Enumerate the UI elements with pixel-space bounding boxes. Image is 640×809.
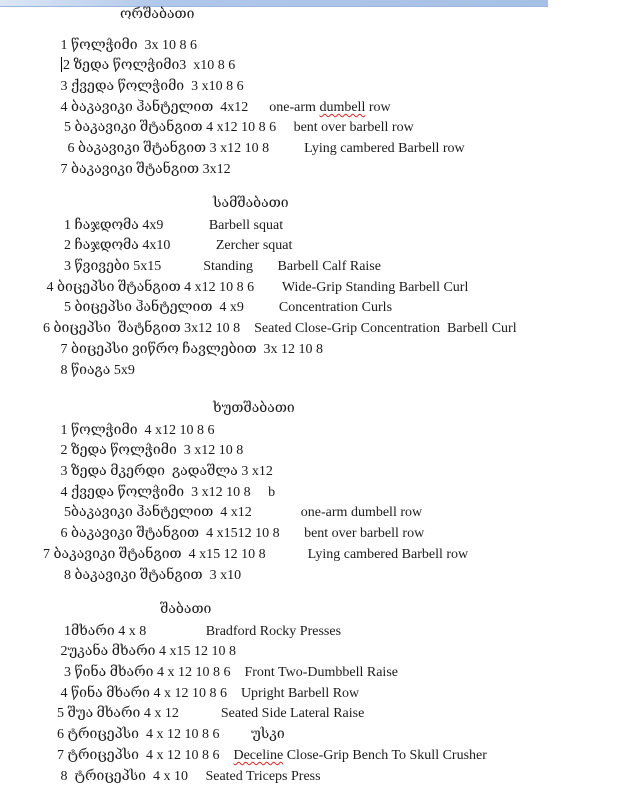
section-thursday <box>0 399 640 586</box>
workout-line[interactable] <box>36 566 640 587</box>
line-text: 2 ზედა წოლჭიმი3 x10 8 6 <box>63 58 236 74</box>
workout-line[interactable] <box>36 77 640 98</box>
line-text: 2 ზედა წოლჭიმი 3 x12 10 8 <box>36 443 244 459</box>
workout-line[interactable] <box>36 462 640 483</box>
section-lines-saturday <box>0 622 640 788</box>
line-text <box>36 58 61 73</box>
workout-line[interactable] <box>36 545 640 566</box>
line-text: 4 წინა მხარი 4 x 12 10 8 6 Upright Barbell Row <box>36 685 360 701</box>
section-title-saturday[interactable]: შაბათი <box>160 602 212 617</box>
section-title-thursday[interactable]: ხუთშაბათი <box>213 401 295 416</box>
line-text: 3 წვივები 5x15 Standing Barbell Calf Raise <box>36 259 381 275</box>
workout-line[interactable] <box>36 704 640 725</box>
line-text: 2უკანა მხარი 4 x15 12 10 8 <box>36 644 236 660</box>
line-text: 2 ჩაჯდომა 4x10 Zercher squat <box>36 238 293 254</box>
line-text: 8 წიაგა 5x9 <box>36 362 135 378</box>
workout-line[interactable] <box>36 56 640 77</box>
workout-line[interactable] <box>36 361 640 382</box>
section-tuesday <box>0 194 640 381</box>
workout-line[interactable] <box>36 298 640 319</box>
line-text: Close-Grip Bench To Skull Crusher <box>283 747 487 763</box>
line-text: 8 ტრიცეპსი 4 x 10 Seated Triceps Press <box>36 768 321 784</box>
workout-line[interactable] <box>36 725 640 746</box>
line-text: 5ბაკავიკი ჰანტელით 4 x12 one-arm dumbell row <box>36 505 423 521</box>
workout-line[interactable] <box>36 319 640 340</box>
line-text: 6 ბაკავიკი შტანგით 3 x12 10 8 Lying cambered Barbell row <box>36 141 465 157</box>
workout-line[interactable] <box>36 684 640 705</box>
section-title-monday[interactable]: ორშაბათი <box>120 7 195 22</box>
section-monday <box>0 5 640 181</box>
line-text: 1 წოლჭიმი 4 x12 10 8 6 <box>36 422 215 438</box>
line-text: 4 ქვედა წოლჭიმი 3 x12 10 8 b <box>36 484 276 500</box>
line-text: 1 ჩაჯდომა 4x9 Barbell squat <box>36 217 284 233</box>
line-text: 3 ქვედა წოლჭიმი 3 x10 8 6 <box>36 79 244 95</box>
workout-line[interactable] <box>36 340 640 361</box>
line-text: 7 ბიცეპსი ვიწრო ჩავლებით 3x 12 10 8 <box>36 341 324 357</box>
workout-line[interactable] <box>36 767 640 788</box>
line-text: 7 ტრიცეპსი 4 x 12 10 8 6 <box>36 747 234 763</box>
workout-line[interactable] <box>36 36 640 57</box>
line-text: 1 წოლჭიმი 3x 10 8 6 <box>36 37 198 53</box>
line-text: 5 შუა მხარი 4 x 12 Seated Side Lateral Raise <box>36 706 365 722</box>
line-text: 5 ბაკავიკი შტანგით 4 x12 10 8 6 bent over barbell row <box>36 120 414 136</box>
workout-line[interactable] <box>36 278 640 299</box>
workout-line[interactable] <box>36 642 640 663</box>
line-text: 3 წინა მხარი 4 x 12 10 8 6 Front Two-Dumbbell Raise <box>36 665 398 681</box>
workout-line[interactable] <box>36 483 640 504</box>
workout-line[interactable] <box>36 139 640 160</box>
workout-line[interactable] <box>36 118 640 139</box>
workout-line[interactable] <box>36 216 640 237</box>
line-text: 6 ბიცეპსი შატნგით 3x12 10 8 Seated Close-Grip Concentration Barbell Curl <box>36 321 517 337</box>
workout-line[interactable] <box>36 421 640 442</box>
line-text: 8 ბაკავიკი შტანგით 3 x10 <box>36 567 242 583</box>
workout-line[interactable] <box>36 441 640 462</box>
misspelled-word: dumbell <box>319 99 366 115</box>
section-saturday <box>0 600 640 787</box>
workout-line[interactable] <box>36 160 640 181</box>
workout-line[interactable] <box>36 98 640 119</box>
workout-line[interactable] <box>36 622 640 643</box>
section-lines-tuesday <box>0 216 640 382</box>
workout-line[interactable] <box>36 503 640 524</box>
workout-line[interactable] <box>36 524 640 545</box>
line-text: 6 ტრიცეპსი 4 x 12 10 8 6 უსკი <box>36 727 285 743</box>
section-lines-monday <box>0 36 640 181</box>
workout-line[interactable] <box>36 746 640 767</box>
misspelled-word: Deceline <box>233 747 284 763</box>
line-text: 4 ბაკავიკი ჰანტელით 4x12 one-arm <box>36 99 320 115</box>
workout-line[interactable] <box>36 236 640 257</box>
line-text: 1მხარი 4 x 8 Bradford Rocky Presses <box>36 623 342 639</box>
workout-line[interactable] <box>36 257 640 278</box>
line-text: 7 ბაკავიკი შტანგით 4 x15 12 10 8 Lying cambered Barbell row <box>36 546 469 562</box>
text-cursor <box>61 57 63 72</box>
workout-line[interactable] <box>36 663 640 684</box>
line-text: 7 ბაკავიკი შტანგით 3x12 <box>36 161 231 177</box>
line-text: 5 ბიცეპსი ჰანტელით 4 x9 Concentration Curls <box>36 300 393 316</box>
line-text: row <box>365 99 391 115</box>
line-text: 6 ბაკავიკი შტანგით 4 x1512 10 8 bent over barbell row <box>36 526 425 542</box>
line-text: 4 ბიცეპსი შტანგით 4 x12 10 8 6 Wide-Grip Standing Barbell Curl <box>36 279 469 295</box>
section-title-tuesday[interactable]: სამშაბათი <box>213 196 289 211</box>
section-lines-thursday <box>0 421 640 587</box>
line-text: 3 ზედა მკერდი გადაშლა 3 x12 <box>36 464 273 480</box>
